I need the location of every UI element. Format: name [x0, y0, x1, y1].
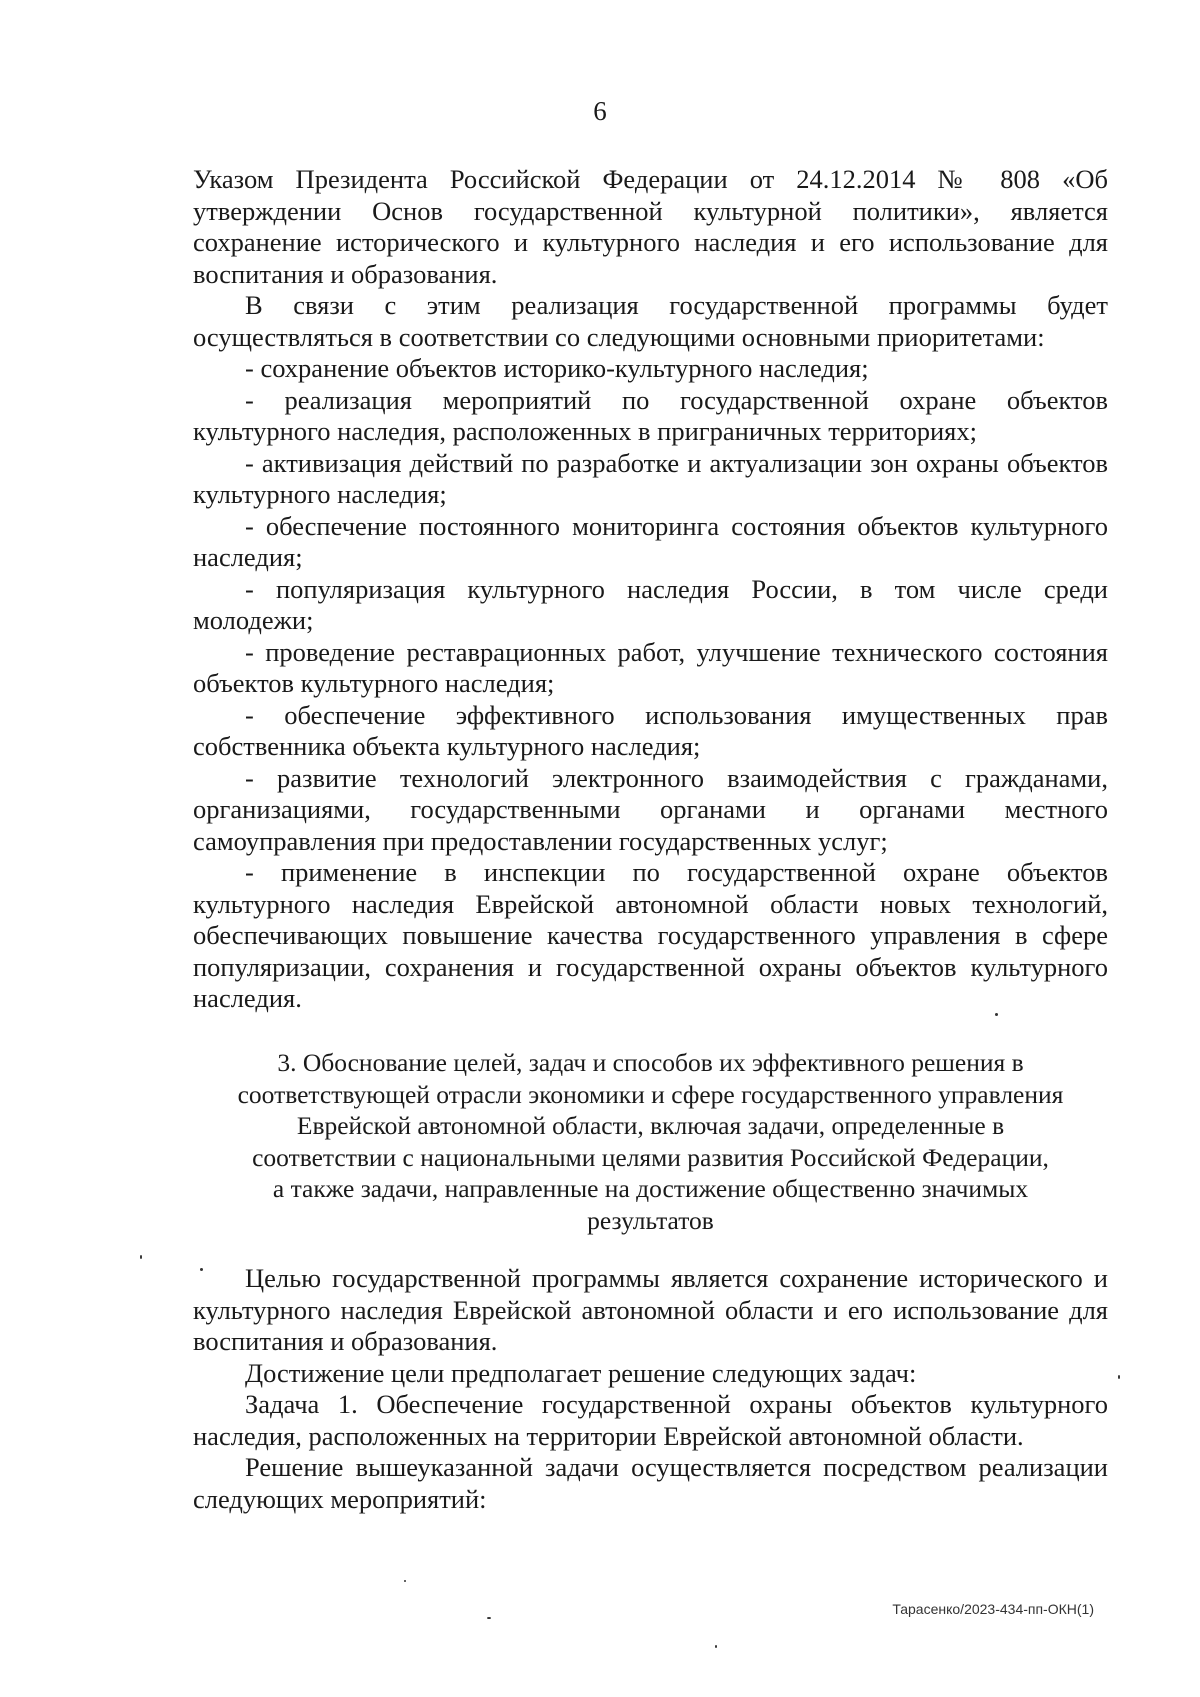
- list-item-priority: - проведение реставрационных работ, улучшение технического состояния объектов культурного наследия;: [193, 636, 1108, 698]
- scan-speck: [140, 1255, 142, 1259]
- list-item-priority: - реализация мероприятий по государственной охране объектов культурного наследия, расположенных в приграничных территориях;: [193, 384, 1108, 446]
- paragraph-policy-decree: Указом Президента Российской Федерации от 24.12.2014 № 808 «Об утверждении Основ государственной культурной политики», является сохранение исторического и культурного наследия и его использование для воспитания и образования.: [193, 164, 1108, 289]
- list-item-priority: - обеспечение эффективного использования имущественных прав собственника объекта культурного наследия;: [193, 699, 1108, 761]
- section-3-heading: [193, 1047, 1108, 1236]
- paragraph-program-goal: Целью государственной программы является сохранение исторического и культурного наследия Еврейской автономной области и его использование для воспитания и образования.: [193, 1263, 1108, 1356]
- paragraph-task-solution: Решение вышеуказанной задачи осуществляется посредством реализации следующих мероприятий:: [193, 1452, 1108, 1514]
- heading-line: Еврейской автономной области, включая задачи, определенные в: [296, 1111, 1005, 1140]
- list-item-priority: - популяризация культурного наследия России, в том числе среди молодежи;: [193, 573, 1108, 635]
- paragraph-tasks-intro: Достижение цели предполагает решение следующих задач:: [245, 1357, 917, 1388]
- heading-line: результатов: [587, 1205, 714, 1235]
- scan-speck: [404, 1580, 406, 1582]
- scan-speck: [487, 1617, 491, 1619]
- list-item-priority: - применение в инспекции по государственной охране объектов культурного наследия Еврейской автономной области новых технологий, обеспечивающих повышение качества государственного управления в сфере популяризации, сохранения и государственной охраны объектов культурного наследия.: [193, 857, 1108, 1013]
- list-item-priority: - сохранение объектов историко-культурного наследия;: [245, 353, 869, 383]
- list-item-priority: - активизация действий по разработке и актуализации зон охраны объектов культурного наследия;: [193, 447, 1108, 509]
- heading-line: соответствующей отрасли экономики и сфере государственного управления: [237, 1079, 1064, 1109]
- paragraph-task-1: Задача 1. Обеспечение государственной охраны объектов культурного наследия, расположенных на территории Еврейской автономной области.: [193, 1389, 1108, 1451]
- paragraph-priorities-intro: В связи с этим реализация государственной программы будет осуществляться в соответствии со следующими основными приоритетами:: [193, 290, 1108, 352]
- goals-text-block: [193, 1263, 1108, 1515]
- heading-line: 3. Обоснование целей, задач и способов их эффективного решения в: [277, 1048, 1024, 1077]
- document-footer-code: Тарасенко/2023-434-пп-ОКН(1): [892, 1601, 1094, 1617]
- list-item-priority: - развитие технологий электронного взаимодействия с гражданами, организациями, государственными органами и органами местного самоуправления при предоставлении государственных услуг;: [193, 762, 1108, 856]
- priorities-text-block: [193, 164, 1108, 1015]
- scan-speck: [200, 1268, 203, 1271]
- scan-speck: [1118, 1375, 1120, 1379]
- scan-speck: [715, 1645, 717, 1648]
- heading-line: соответствии с национальными целями развития Российской Федерации,: [252, 1142, 1049, 1172]
- scan-speck: [995, 1013, 998, 1016]
- list-item-priority: - обеспечение постоянного мониторинга состояния объектов культурного наследия;: [193, 510, 1108, 572]
- page-number: 6: [593, 96, 607, 126]
- heading-line: а также задачи, направленные на достижение общественно значимых: [272, 1174, 1029, 1203]
